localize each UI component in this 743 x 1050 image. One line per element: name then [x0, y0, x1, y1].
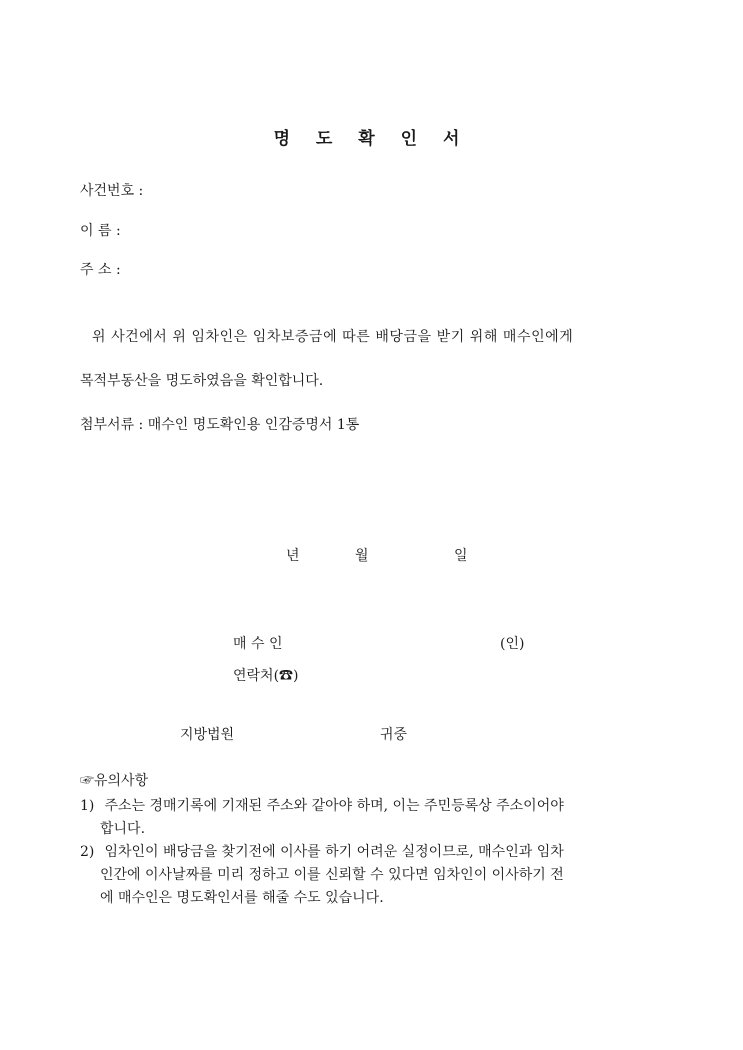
- note-text-line: 임차인이 배당금을 찾기전에 이사를 하기 어려운 실정이므로, 매수인과 임차: [104, 844, 564, 860]
- note-text-line: 주소는 경매기록에 기재된 주소와 같아야 하며, 이는 주민등록상 주소이어야: [104, 798, 564, 814]
- note-text-line: 에 매수인은 명도확인서를 해줄 수도 있습니다.: [100, 890, 384, 906]
- seal-mark: (인): [500, 636, 525, 652]
- name-label: 이 름 :: [80, 223, 121, 239]
- note-number: 1): [80, 798, 95, 814]
- contact-label: 연락처(☎): [233, 668, 299, 684]
- document-title: 명 도 확 인 서: [273, 129, 470, 149]
- note-number: 2): [80, 844, 95, 860]
- date-year: 년: [286, 548, 300, 564]
- note-item-2: [80, 841, 646, 910]
- note-item-1: [80, 795, 646, 841]
- note-text-line: 인간에 이사날짜를 미리 정하고 이를 신뢰할 수 있다면 임차인이 이사하기 전: [100, 867, 564, 883]
- note-text-line: 합니다.: [100, 821, 146, 837]
- buyer-label: 매 수 인: [233, 636, 283, 652]
- date-day: 일: [454, 548, 468, 564]
- notes-heading: ☞유의사항: [80, 773, 149, 789]
- court-name: 지방법원: [180, 727, 235, 743]
- court-addressee: 귀중: [380, 727, 408, 743]
- date-month: 월: [355, 548, 369, 564]
- attachment-line: 첨부서류 : 매수인 명도확인용 인감증명서 1통: [80, 417, 360, 433]
- statement-line-2: 목적부동산을 명도하였음을 확인합니다.: [80, 373, 324, 389]
- case-number-label: 사건번호 :: [80, 183, 144, 199]
- address-label: 주 소 :: [80, 262, 121, 278]
- statement-line-1: 위 사건에서 위 임차인은 임차보증금에 따른 배당금을 받기 위해 매수인에게: [92, 329, 574, 345]
